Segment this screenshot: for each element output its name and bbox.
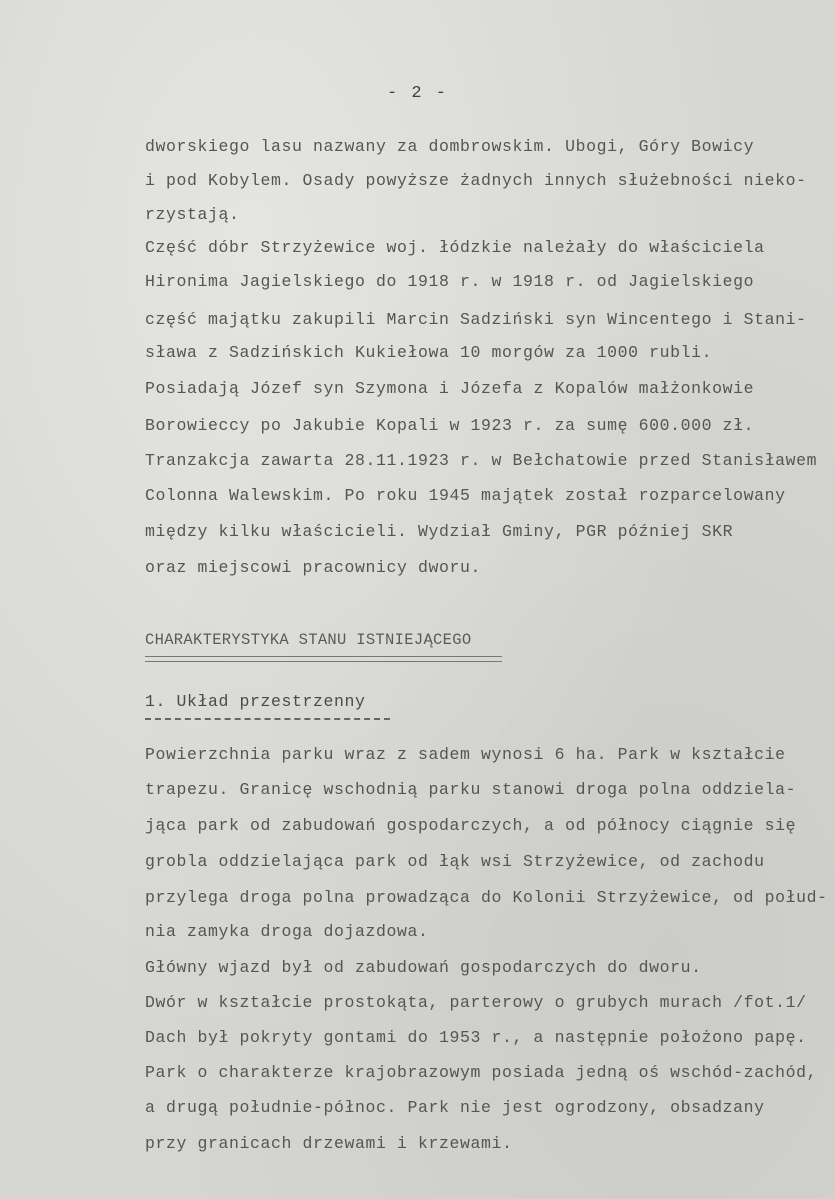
text-line: między kilku właścicieli. Wydział Gminy, PGR później SKR xyxy=(145,522,734,541)
text-line: Colonna Walewskim. Po roku 1945 majątek został rozparcelowany xyxy=(145,486,786,505)
text-line: przy granicach drzewami i krzewami. xyxy=(145,1134,513,1153)
text-line: Tranzakcja zawarta 28.11.1923 r. w Bełchatowie przed Stanisławem xyxy=(145,451,818,470)
text-line: Posiadają Józef syn Szymona i Józefa z Kopalów małżonkowie xyxy=(145,379,755,398)
text-line: jąca park od zabudowań gospodarczych, a od północy ciągnie się xyxy=(145,816,797,835)
text-line: Część dóbr Strzyżewice woj. łódzkie należały do właściciela xyxy=(145,238,765,257)
page-number: - 2 - xyxy=(386,84,448,103)
section-heading: CHARAKTERYSTYKA STANU ISTNIEJĄCEGO xyxy=(145,631,472,649)
text-line: nia zamyka droga dojazdowa. xyxy=(145,922,429,941)
text-line: trapezu. Granicę wschodnią parku stanowi droga polna oddziela- xyxy=(145,780,797,799)
text-line: Dach był pokryty gontami do 1953 r., a następnie położono papę. xyxy=(145,1028,807,1047)
text-line: Park o charakterze krajobrazowym posiada jedną oś wschód-zachód, xyxy=(145,1063,818,1082)
text-line: grobla oddzielająca park od łąk wsi Strzyżewice, od zachodu xyxy=(145,852,765,871)
subsection-heading: 1. Układ przestrzenny xyxy=(145,692,366,711)
heading-double-underline xyxy=(145,656,502,662)
text-line: Borowieccy po Jakubie Kopali w 1923 r. za sumę 600.000 zł. xyxy=(145,416,755,435)
text-line: Dwór w kształcie prostokąta, parterowy o grubych murach /fot.1/ xyxy=(145,993,807,1012)
text-line: oraz miejscowi pracownicy dworu. xyxy=(145,558,482,577)
text-line: Powierzchnia parku wraz z sadem wynosi 6 ha. Park w kształcie xyxy=(145,745,786,764)
text-line: i pod Kobylem. Osady powyższe żadnych innych służebności nieko- xyxy=(145,171,807,190)
text-line: dworskiego lasu nazwany za dombrowskim. Ubogi, Góry Bowicy xyxy=(145,137,755,156)
text-line: sława z Sadzińskich Kukiełowa 10 morgów za 1000 rubli. xyxy=(145,343,713,362)
text-line: Główny wjazd był od zabudowań gospodarczych do dworu. xyxy=(145,958,702,977)
subheading-underline xyxy=(145,718,390,720)
text-line: rzystają. xyxy=(145,205,240,224)
text-line: część majątku zakupili Marcin Sadziński syn Wincentego i Stani- xyxy=(145,310,807,329)
text-line: a drugą południe-północ. Park nie jest ogrodzony, obsadzany xyxy=(145,1098,765,1117)
text-line: Hironima Jagielskiego do 1918 r. w 1918 r. od Jagielskiego xyxy=(145,272,755,291)
text-line: przylega droga polna prowadząca do Kolonii Strzyżewice, od połud- xyxy=(145,888,828,907)
